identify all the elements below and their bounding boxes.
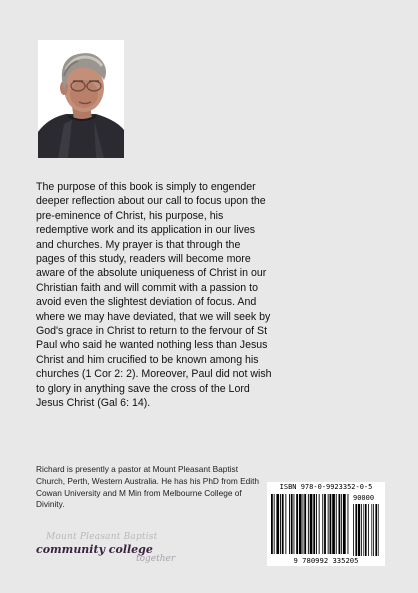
barcode-bar (296, 494, 298, 554)
barcode-bar (378, 504, 379, 556)
barcode-bar (303, 494, 304, 554)
barcode-bar (271, 494, 273, 554)
author-bio: Richard is presently a pastor at Mount Pleasant Baptist Church, Perth, Western Australia. He has his PhD from Edith Cowan University and M Min from Melbourne College of Divinity. (36, 464, 260, 510)
author-photo (38, 40, 124, 158)
barcode-bar (363, 504, 364, 556)
barcode-bar (339, 494, 341, 554)
barcode-bar (343, 494, 346, 554)
barcode-bar (328, 494, 329, 554)
barcode-bar (274, 494, 275, 554)
barcode-bar (375, 504, 377, 556)
barcode-bar (361, 504, 362, 556)
isbn-label: ISBN 978-0-9923352-0-5 (279, 483, 373, 491)
barcode-bar (282, 494, 284, 554)
publisher-logo (36, 532, 196, 572)
barcode-bar (285, 494, 286, 554)
barcode-bar (322, 494, 323, 554)
barcode-bar (294, 494, 295, 554)
barcode-bar (353, 504, 354, 556)
barcode-bar (319, 494, 320, 554)
logo-line-2: community college (36, 543, 153, 556)
barcode-bar (304, 494, 306, 554)
author-portrait-image (38, 40, 124, 158)
barcode-bar (316, 494, 317, 554)
barcode-bar (355, 504, 357, 556)
barcode-bar (373, 504, 374, 556)
barcode-bar (324, 494, 326, 554)
barcode-bar (299, 494, 302, 554)
barcode-bar (348, 494, 349, 554)
book-description: The purpose of this book is simply to engender deeper reflection about our call to focus upon the pre-eminence of Christ, his purpose, his redemptive work and its application in our lives and churches. My prayer is that through the pages of this study, readers will become more aware of the absolute uniqueness of Christ in our Christian faith and will commit with a passion to avoid even the slightest deviation of focus. And where we may have deviated, that we will seek by God's grace in Christ to return to the fervour of St Paul who said he wanted nothing less than Jesus Christ and him crucified to be known among his churches (1 Cor 2: 2). Moreover, Paul did not wish to glory in anything save the cross of the Lord Jesus Christ (Gal 6: 14). (36, 181, 272, 410)
barcode-bar (371, 504, 372, 556)
barcode-bar (310, 494, 313, 554)
barcode-bar (358, 504, 360, 556)
logo-line-1: Mount Pleasant Baptist (46, 532, 158, 542)
barcode-bar (365, 504, 367, 556)
isbn-barcode (267, 482, 385, 566)
barcode-bar (330, 494, 332, 554)
barcode-bar (341, 494, 342, 554)
price-code: 90000 (353, 494, 375, 502)
barcode-bar (289, 494, 290, 554)
barcode-bar (276, 494, 279, 554)
barcode-bars (271, 494, 381, 556)
barcode-bar (291, 494, 293, 554)
barcode-bar (313, 494, 315, 554)
barcode-digits: 9 780992 335205 (293, 556, 359, 565)
barcode-bar (280, 494, 281, 554)
barcode-bar (308, 494, 309, 554)
barcode-bar (368, 504, 369, 556)
logo-line-3: together (136, 554, 176, 564)
barcode-bar (336, 494, 337, 554)
barcode-bar (332, 494, 335, 554)
